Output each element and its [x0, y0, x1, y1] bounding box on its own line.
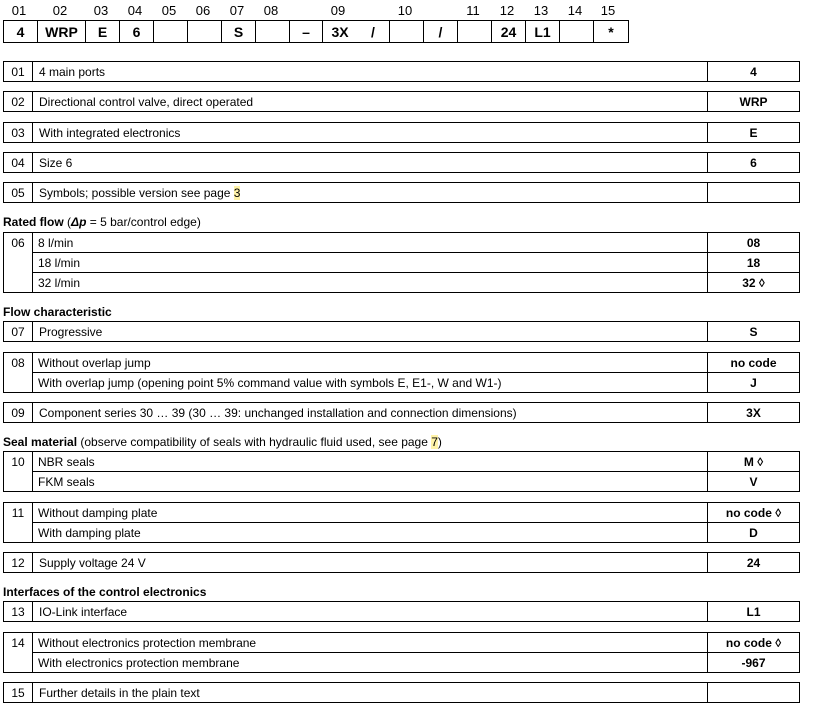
row-code: D — [707, 523, 799, 542]
code-cell-13: L1 — [526, 21, 560, 42]
table-row-15 — [3, 682, 800, 703]
row-description: Without overlap jump — [38, 355, 151, 370]
pos-01: 01 — [11, 3, 27, 18]
heading-sub: ) — [437, 435, 442, 449]
code-cell-11 — [458, 21, 492, 42]
row-description: Without electronics protection membrane — [38, 635, 257, 650]
code-cell-slash-2: / — [424, 21, 458, 42]
pos-09: 09 — [330, 3, 346, 18]
pos-15: 15 — [600, 3, 616, 18]
table-row-04 — [3, 152, 800, 173]
row-number: 04 — [4, 153, 33, 172]
row-description: Progressive — [39, 324, 103, 339]
row-code: WRP — [707, 92, 799, 111]
pos-05: 05 — [161, 3, 177, 18]
code-cell-03: E — [86, 21, 120, 42]
row-number: 03 — [4, 123, 33, 142]
table-row-08 — [3, 352, 800, 393]
seal-material-heading — [3, 435, 442, 449]
code-cell-05 — [154, 21, 188, 42]
row-description: 8 l/min — [38, 235, 74, 250]
row-code: no code — [707, 353, 799, 372]
row-code: M ◊ — [707, 452, 799, 471]
heading-sub: (observe compatibility of seals with hydraulic fluid used, see page — [77, 435, 432, 449]
row-number: 14 — [4, 633, 33, 672]
table-row-13 — [3, 601, 800, 622]
code-cell-slash-1: / — [357, 21, 390, 42]
page-link[interactable]: 3 — [233, 185, 241, 200]
row-number: 05 — [4, 183, 33, 202]
row-description: Further details in the plain text — [39, 685, 200, 700]
row-code: 24 — [707, 553, 799, 572]
pos-11: 11 — [466, 3, 480, 18]
pos-06: 06 — [195, 3, 211, 18]
row-code — [707, 683, 799, 702]
code-cell-15: * — [608, 23, 614, 40]
interfaces-heading — [3, 585, 206, 599]
delta-p-symbol: Δp — [71, 215, 87, 229]
row-code: J — [707, 373, 799, 392]
code-position-numbers — [0, 3, 640, 17]
row-code: 6 — [707, 153, 799, 172]
row-code: no code ◊ — [707, 503, 799, 522]
row-number: 07 — [4, 322, 33, 341]
row-number: 01 — [4, 62, 33, 81]
row-code: E — [707, 123, 799, 142]
code-cell-06 — [188, 21, 222, 42]
row-code: 32 ◊ — [707, 273, 799, 292]
code-cell-02: WRP — [38, 21, 86, 42]
row-description: NBR seals — [38, 454, 95, 469]
code-cell-08 — [256, 21, 290, 42]
row-number: 15 — [4, 683, 33, 702]
row-description: With electronics protection membrane — [38, 655, 240, 670]
row-number: 10 — [4, 452, 33, 491]
pos-08: 08 — [263, 3, 279, 18]
pos-13: 13 — [533, 3, 549, 18]
row-code: -967 — [707, 653, 799, 672]
row-number: 02 — [4, 92, 33, 111]
row-description: FKM seals — [38, 474, 95, 489]
row-number: 13 — [4, 602, 33, 621]
code-cell-14 — [560, 21, 594, 42]
row-code: S — [707, 322, 799, 341]
page-link[interactable]: 7 — [431, 435, 438, 449]
pos-12: 12 — [499, 3, 515, 18]
row-description: 4 main ports — [39, 64, 106, 79]
row-description: Size 6 — [39, 155, 73, 170]
row-description — [39, 186, 240, 200]
row-code: 18 — [707, 253, 799, 272]
row-code: 4 — [707, 62, 799, 81]
row-number: 06 — [4, 233, 33, 292]
row-description: With integrated electronics — [39, 125, 181, 140]
code-cell-04: 6 — [120, 21, 154, 42]
row-description: With overlap jump (opening point 5% command value with symbols E, E1-, W and W1-) — [38, 375, 502, 390]
heading-title: Seal material — [3, 435, 78, 449]
code-cell-09: 3X — [331, 23, 349, 40]
pos-14: 14 — [567, 3, 583, 18]
rated-flow-heading — [3, 215, 201, 229]
row-description: 32 l/min — [38, 275, 81, 290]
table-row-12 — [3, 552, 800, 573]
heading-sub: = 5 bar/control edge) — [86, 215, 201, 229]
table-row-07 — [3, 321, 800, 342]
table-row-10 — [3, 451, 800, 492]
row-number: 11 — [4, 503, 33, 542]
heading-title: Interfaces of the control electronics — [3, 585, 207, 599]
pos-03: 03 — [93, 3, 109, 18]
code-cell-07: S — [222, 21, 256, 42]
table-row-09 — [3, 402, 800, 423]
row-code: no code ◊ — [707, 633, 799, 652]
code-cell-01: 4 — [4, 21, 38, 42]
row-description: With damping plate — [38, 525, 141, 540]
row-description: Component series 30 … 39 (30 … 39: unchanged installation and connection dimensions) — [39, 405, 517, 420]
row-number: 12 — [4, 553, 33, 572]
row-description: Without damping plate — [38, 505, 158, 520]
row-code: V — [707, 472, 799, 491]
row-code: 3X — [707, 403, 799, 422]
pos-07: 07 — [229, 3, 245, 18]
ordering-code-boxes — [3, 20, 629, 43]
row-description: IO-Link interface — [39, 604, 128, 619]
row-code: L1 — [707, 602, 799, 621]
code-cell-12: 24 — [492, 21, 526, 42]
heading-title: Flow characteristic — [3, 305, 112, 319]
pos-04: 04 — [127, 3, 143, 18]
table-row-05 — [3, 182, 800, 203]
table-row-03 — [3, 122, 800, 143]
row-code — [707, 183, 799, 202]
table-row-11 — [3, 502, 800, 543]
table-row-01 — [3, 61, 800, 82]
table-row-14 — [3, 632, 800, 673]
table-row-06 — [3, 232, 800, 293]
row-number: 09 — [4, 403, 33, 422]
pos-02: 02 — [52, 3, 68, 18]
pos-10: 10 — [397, 3, 413, 18]
row-description: Supply voltage 24 V — [39, 555, 146, 570]
flow-characteristic-heading — [3, 305, 112, 319]
row-description: 18 l/min — [38, 255, 81, 270]
table-row-02 — [3, 91, 800, 112]
row-description: Directional control valve, direct operated — [39, 94, 254, 109]
heading-title: Rated flow — [3, 215, 64, 229]
heading-sub: ( — [63, 215, 72, 229]
code-cell-10 — [390, 21, 424, 42]
row-code: 08 — [707, 233, 799, 252]
desc-text: Symbols; possible version see page — [39, 185, 234, 200]
code-cell-dash: – — [290, 21, 323, 42]
row-number: 08 — [4, 353, 33, 392]
